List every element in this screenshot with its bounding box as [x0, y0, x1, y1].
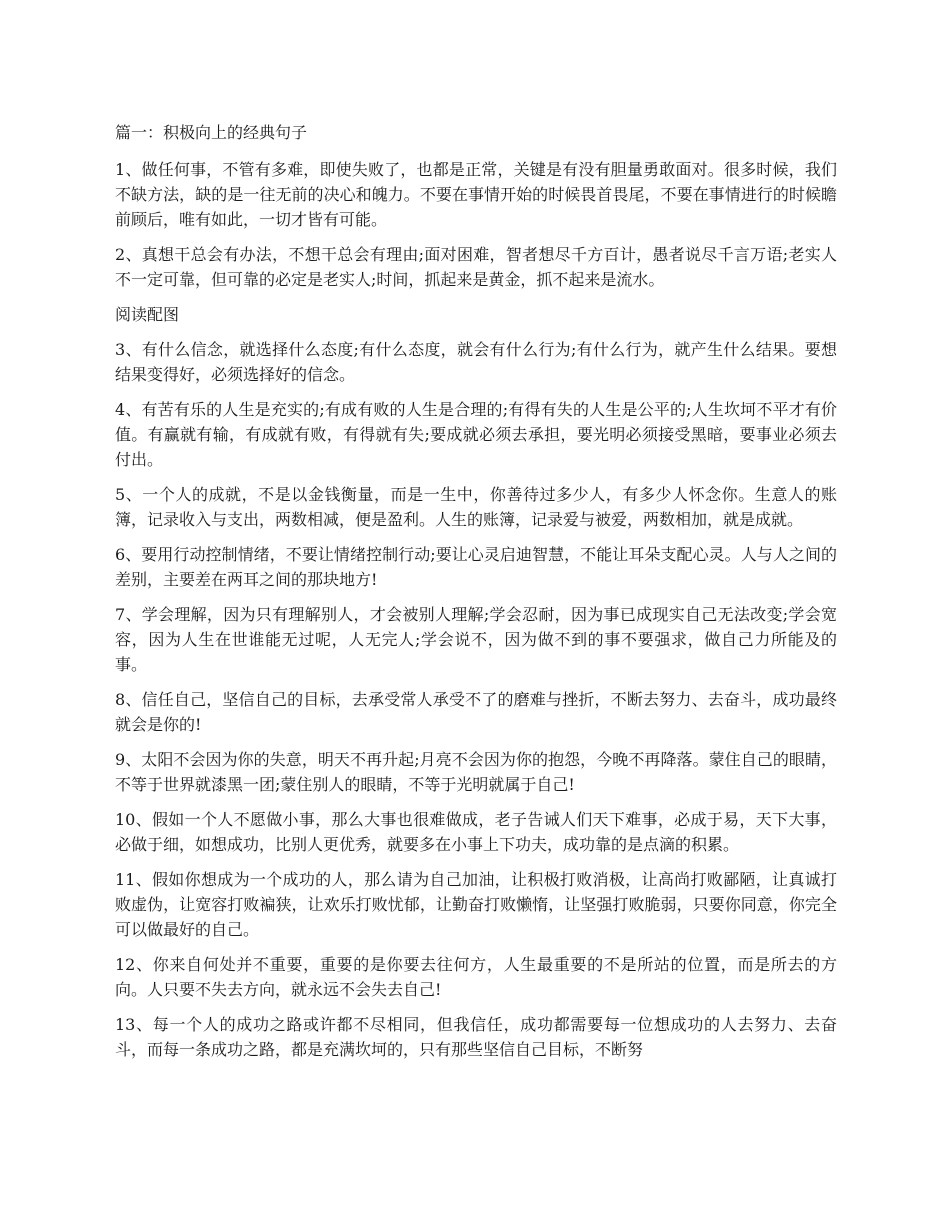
document-page: [115, 120, 837, 1072]
paragraph-9: 9、太阳不会因为你的失意，明天不再升起;月亮不会因为你的抱怨，今晚不再降落。蒙住自己的眼睛，不等于世界就漆黑一团;蒙住别人的眼睛，不等于光明就属于自己!: [115, 750, 837, 794]
paragraph-1: 1、做任何事，不管有多难，即使失败了，也都是正常，关键是有没有胆量勇敢面对。很多时候，我们不缺方法，缺的是一往无前的决心和魄力。不要在事情开始的时候畏首畏尾，不要在事情进行的时候瞻前顾后，唯有如此，一切才皆有可能。: [115, 160, 837, 229]
paragraph-6: 6、要用行动控制情绪，不要让情绪控制行动;要让心灵启迪智慧，不能让耳朵支配心灵。人与人之间的差别，主要差在两耳之间的那块地方!: [115, 545, 837, 589]
paragraph-3: 3、有什么信念，就选择什么态度;有什么态度，就会有什么行为;有什么行为，就产生什么结果。要想结果变得好，必须选择好的信念。: [115, 340, 837, 384]
paragraph-10: 10、假如一个人不愿做小事，那么大事也很难做成，老子告诫人们天下难事，必成于易，天下大事，必做于细，如想成功，比别人更优秀，就要多在小事上下功夫，成功靠的是点滴的积累。: [115, 810, 837, 854]
paragraph-7: 7、学会理解，因为只有理解别人，才会被别人理解;学会忍耐，因为事已成现实自己无法改变;学会宽容，因为人生在世谁能无过呢，人无完人;学会说不，因为做不到的事不要强求，做自己力所能及的事。: [115, 605, 837, 674]
image-caption: 阅读配图: [115, 305, 180, 324]
paragraph-8: 8、信任自己，坚信自己的目标，去承受常人承受不了的磨难与挫折，不断去努力、去奋斗，成功最终就会是你的!: [115, 690, 837, 734]
paragraph-5: 5、一个人的成就，不是以金钱衡量，而是一生中，你善待过多少人，有多少人怀念你。生意人的账簿，记录收入与支出，两数相减，便是盈利。人生的账簿，记录爱与被爱，两数相加，就是成就。: [115, 485, 837, 529]
paragraph-2: 2、真想干总会有办法，不想干总会有理由;面对困难，智者想尽千方百计，愚者说尽千言万语;老实人不一定可靠，但可靠的必定是老实人;时间，抓起来是黄金，抓不起来是流水。: [115, 245, 837, 289]
paragraph-11: 11、假如你想成为一个成功的人，那么请为自己加油，让积极打败消极，让高尚打败鄙陋，让真诚打败虚伪，让宽容打败褊狭，让欢乐打败忧郁，让勤奋打败懒惰，让坚强打败脆弱，只要你同意，你完全可以做最好的自己。: [115, 870, 837, 939]
paragraph-13: 13、每一个人的成功之路或许都不尽相同，但我信任，成功都需要每一位想成功的人去努力、去奋斗，而每一条成功之路，都是充满坎坷的，只有那些坚信自己目标，不断努: [115, 1015, 837, 1059]
document-title: 篇一：积极向上的经典句子: [115, 123, 308, 142]
paragraph-12: 12、你来自何处并不重要，重要的是你要去往何方，人生最重要的不是所站的位置，而是所去的方向。人只要不失去方向，就永远不会失去自己!: [115, 955, 837, 999]
paragraph-4: 4、有苦有乐的人生是充实的;有成有败的人生是合理的;有得有失的人生是公平的;人生坎坷不平才有价值。有赢就有输，有成就有败，有得就有失;要成就必须去承担，要光明必须接受黑暗，要事业必须去付出。: [115, 400, 837, 469]
